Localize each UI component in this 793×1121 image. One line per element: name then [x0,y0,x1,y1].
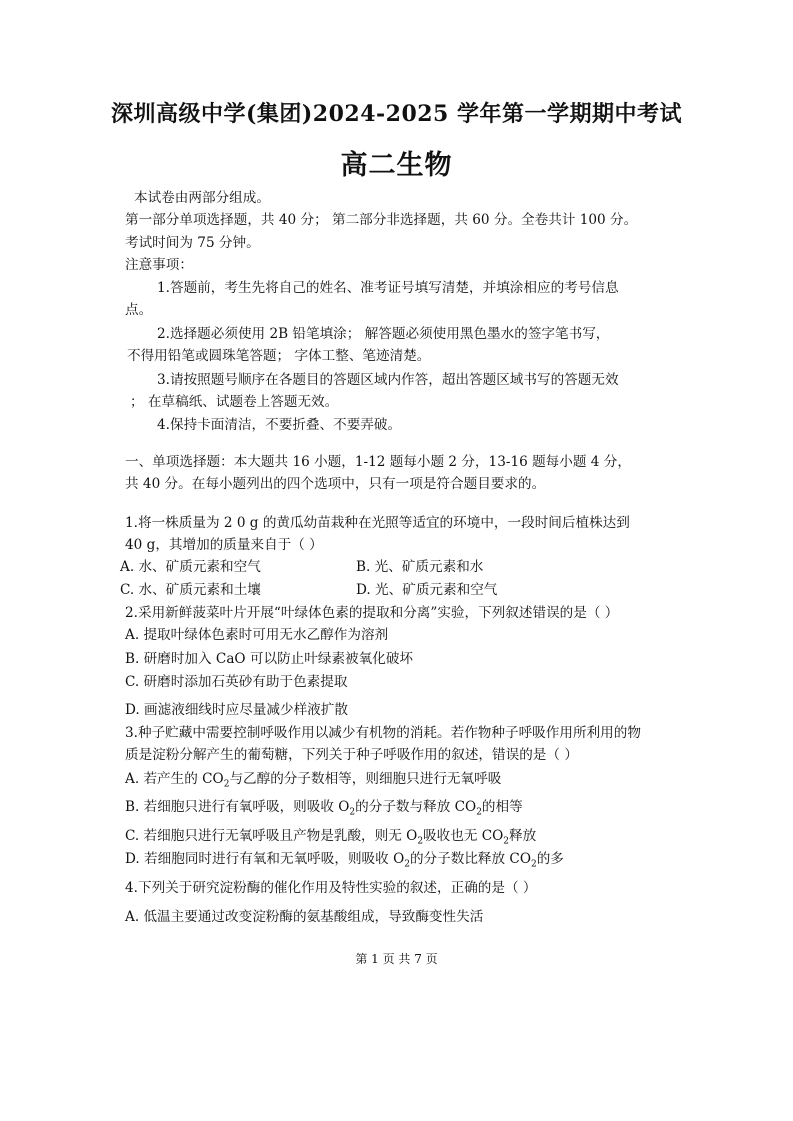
intro-line: 第一部分单项选择题，共 40 分； 第二部分非选择题，共 60 分。全卷共计 100 分。 [125,212,638,228]
option-c: C. 研磨时添加石英砂有助于色素提取 [125,674,348,690]
notes-title: 注意事项： [125,257,193,273]
option-d: D. 若细胞同时进行有氧和无氧呼吸，则吸收 $O_2$的分子数比释放 $CO_2$的多 [125,851,564,870]
note-item: 点。 [125,302,153,318]
option-c: C. 若细胞只进行无氧呼吸且产物是乳酸，则无 $O_2$吸收也无 $CO_2$释放 [125,828,537,847]
exam-subject: 高二生物 [340,150,453,181]
option-a: A. 提取叶绿体色素时可用无水乙醇作为溶剂 [125,627,389,643]
question-stem: 质是淀粉分解产生的葡萄糖，下列关于种子呼吸作用的叙述，错误的是（ ） [125,747,578,763]
intro-line: 本试卷由两部分组成。 [134,190,270,206]
option-d: D. 光、矿质元素和空气 [356,582,498,598]
option-b: B. 光、矿质元素和水 [356,559,484,575]
question-stem: 40 g，其增加的质量来自于（ ） [125,537,323,553]
question-stem: 2.采用新鲜菠菜叶片开展“叶绿体色素的提取和分离”实验，下列叙述错误的是（ ） [125,605,619,621]
section-heading: 共 40 分。在每小题列出的四个选项中，只有一项是符合题目要求的。 [125,476,546,492]
option-a: A. 低温主要通过改变淀粉酶的氨基酸组成，导致酶变性失活 [125,909,484,925]
question-stem: 1.将一株质量为 2 0 g 的黄瓜幼苗栽种在光照等适宜的环境中，一段时间后植株达到 [125,515,630,531]
question-stem: 4.下列关于研究淀粉酶的催化作用及特性实验的叙述，正确的是（ ） [125,880,537,896]
option-c: C. 水、矿质元素和土壤 [120,582,261,598]
option-b: B. 研磨时加入 CaO 可以防止叶绿素被氧化破坏 [125,651,414,667]
option-d: D. 画滤液细线时应尽量减少样液扩散 [125,702,348,718]
exam-title: 深圳高级中学(集团)2024-2025 学年第一学期期中考试 [110,101,683,127]
intro-line: 考试时间为 75 分钟。 [125,235,260,251]
question-stem: 3.种子贮藏中需要控制呼吸作用以减少有机物的消耗。若作物种子呼吸作用所利用的物 [125,725,641,741]
option-b: B. 若细胞只进行有氧呼吸，则吸收 $O_2$的分子数与释放 $CO_2$的相等 [125,799,523,818]
note-item: ； 在草稿纸、试题卷上答题无效。 [130,394,339,410]
option-a: A. 若产生的 $CO_2$与乙醇的分子数相等，则细胞只进行无氧呼吸 [125,771,502,790]
note-item: 3.请按照题号顺序在各题目的答题区域内作答，超出答题区域书写的答题无效 [157,372,619,388]
note-item: 不得用铅笔或圆珠笔答题； 字体工整、笔迹清楚。 [127,348,431,364]
page-number: 第 1 页 共 7 页 [355,952,438,966]
note-item: 4.保持卡面清洁，不要折叠、不要弄破。 [157,417,402,433]
section-heading: 一、单项选择题：本大题共 16 小题，1-12 题每小题 2 分，13-16 题每小题 4 分， [125,454,631,470]
option-a: A. 水、矿质元素和空气 [120,559,261,575]
note-item: 1.答题前，考生先将自己的姓名、准考证号填写清楚，并填涂相应的考号信息 [157,280,619,296]
note-item: 2.选择题必须使用 2B 铅笔填涂； 解答题必须使用黑色墨水的签字笔书写， [157,326,610,342]
